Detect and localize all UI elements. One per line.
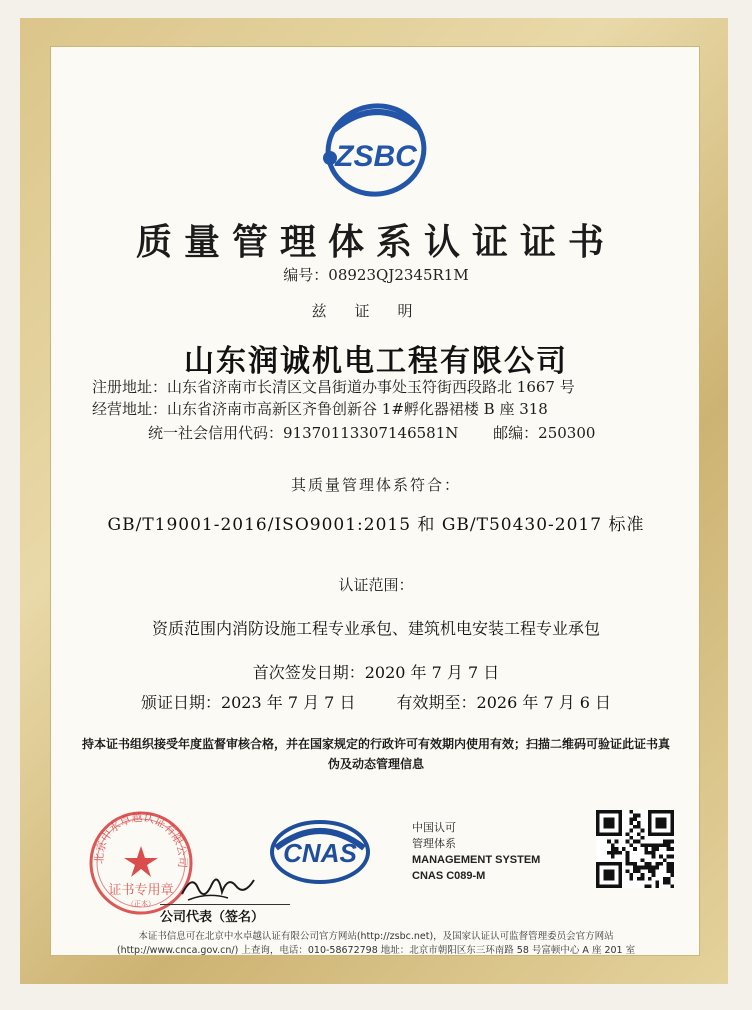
accreditation-info	[412, 820, 540, 884]
company-name: 山东润诚机电工程有限公司	[184, 344, 568, 379]
cnas-logo	[268, 818, 372, 886]
accred-line2: 管理体系	[412, 837, 456, 850]
logo-text: ZSBC	[335, 140, 417, 173]
postcode: 邮编：250300	[493, 424, 596, 442]
credit-code: 统一社会信用代码：91370113307146581N	[148, 424, 459, 442]
accred-line3: MANAGEMENT SYSTEM	[412, 854, 541, 866]
footer-line-2: (http://www.cnca.gov.cn/) 上查询，电话：010-58672798 地址：北京市朝阳区东三环南路 58 号富顿中心 A 座 201 室	[116, 945, 636, 956]
seal-text: 北京中水卓越认证有限公司	[92, 811, 190, 869]
issue-dates	[0, 690, 752, 713]
handwritten-signature	[178, 866, 258, 906]
standards: GB/T19001-2016/ISO9001:2015 和 GB/T50430-2017 标准	[107, 515, 645, 535]
certificate-number: 编号：08923QJ2345R1M	[283, 266, 469, 284]
registered-address: 注册地址：山东省济南市长清区文昌街道办事处玉符街西段路北 1667 号	[92, 378, 575, 396]
first-issue-date: 首次签发日期：2020 年 7 月 7 日	[252, 663, 500, 682]
seal-sub: （正本）	[127, 900, 155, 908]
valid-until: 有效期至：2026 年 7 月 6 日	[396, 693, 612, 712]
footer-line-1: 本证书信息可在北京中水卓越认证有限公司官方网站(http://zsbc.net)，及国家认证认可监督管理委员会官方网站	[138, 931, 614, 942]
hereby-certify: 兹证明	[311, 302, 441, 320]
accred-line1: 中国认可	[412, 821, 456, 834]
qr-code-icon[interactable]	[596, 810, 674, 888]
issue-date: 颁证日期：2023 年 7 月 7 日	[140, 693, 356, 712]
zsbc-logo	[306, 100, 446, 200]
star-icon	[124, 846, 158, 877]
validity-notice: 持本证书组织接受年度监督审核合格，并在国家规定的行政许可有效期内使用有效；扫描二维码可验证此证书真伪及动态管理信息	[81, 737, 670, 771]
accred-line4: CNAS C089-M	[412, 870, 486, 882]
operating-address: 经营地址：山东省济南市高新区齐鲁创新谷 1#孵化器裙楼 B 座 318	[92, 400, 548, 418]
scope-heading: 认证范围：	[338, 576, 414, 594]
cnas-text: CNAS	[283, 838, 357, 868]
certification-scope: 资质范围内消防设施工程专业承包、建筑机电安装工程专业承包	[151, 619, 600, 638]
seal-label: 证书专用章	[108, 883, 174, 898]
representative-label: 公司代表（签名）	[160, 910, 265, 925]
signature-line	[160, 904, 290, 905]
comply-heading: 其质量管理体系符合：	[290, 476, 461, 494]
certificate-title: 质量管理体系认证证书	[135, 221, 616, 263]
credit-code-line	[148, 422, 595, 443]
